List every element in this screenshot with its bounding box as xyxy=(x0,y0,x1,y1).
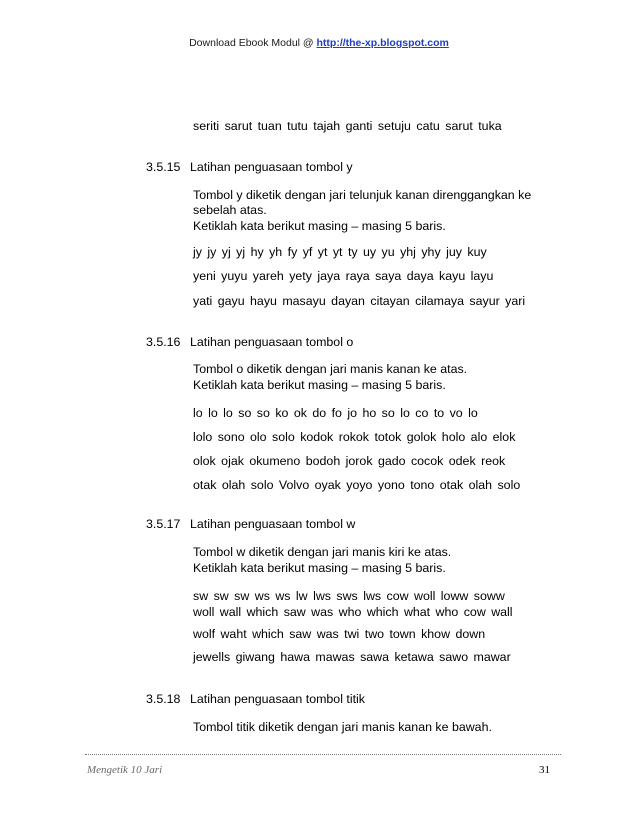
section-title: Latihan penguasaan tombol titik xyxy=(190,692,365,706)
section-description: sebelah atas. xyxy=(193,203,267,217)
practice-line: woll wall which saw was who which what who cow wall xyxy=(193,605,513,619)
practice-line: olok ojak okumeno bodoh jorok gado cocok odek reok xyxy=(193,454,506,468)
practice-line: otak olah solo Volvo oyak yoyo yono tono otak olah solo xyxy=(193,478,521,492)
section-description: Tombol titik diketik dengan jari manis kanan ke bawah. xyxy=(193,720,492,734)
practice-line: seriti sarut tuan tutu tajah ganti setuju catu sarut tuka xyxy=(193,119,502,133)
page-header xyxy=(0,37,638,49)
footer-title: Mengetik 10 Jari xyxy=(87,764,163,776)
section-number: 3.5.17 xyxy=(146,517,181,531)
header-prefix: Download Ebook Modul @ xyxy=(189,37,317,49)
practice-line: yeni yuyu yareh yety jaya raya saya daya kayu layu xyxy=(193,269,494,283)
page-number: 31 xyxy=(539,764,550,776)
practice-line: wolf waht which saw was twi two town khow down xyxy=(193,627,486,641)
section-description: Tombol y diketik dengan jari telunjuk kanan direnggangkan ke xyxy=(193,188,532,202)
section-title: Latihan penguasaan tombol w xyxy=(190,517,356,531)
section-description: Tombol o diketik dengan jari manis kanan ke atas. xyxy=(193,362,468,376)
section-number: 3.5.16 xyxy=(146,335,181,349)
practice-line: lo lo lo so so ko ok do fo jo ho so lo co to vo lo xyxy=(193,406,478,420)
header-link[interactable]: http://the-xp.blogspot.com xyxy=(316,37,449,49)
practice-line: jy jy yj yj hy yh fy yf yt yt ty uy yu yhj yhy juy kuy xyxy=(193,245,487,259)
footer-divider xyxy=(85,754,561,755)
practice-line: yati gayu hayu masayu dayan citayan cilamaya sayur yari xyxy=(193,294,526,308)
section-description: Ketiklah kata berikut masing – masing 5 baris. xyxy=(193,219,446,233)
section-description: Ketiklah kata berikut masing – masing 5 baris. xyxy=(193,561,446,575)
practice-line: lolo sono olo solo kodok rokok totok golok holo alo elok xyxy=(193,430,516,444)
practice-line: sw sw sw ws ws lw lws sws lws cow woll loww soww xyxy=(193,589,505,603)
section-number: 3.5.15 xyxy=(146,160,181,174)
section-title: Latihan penguasaan tombol y xyxy=(190,160,353,174)
section-description: Tombol w diketik dengan jari manis kiri ke atas. xyxy=(193,545,452,559)
section-title: Latihan penguasaan tombol o xyxy=(190,335,354,349)
section-number: 3.5.18 xyxy=(146,692,181,706)
section-description: Ketiklah kata berikut masing – masing 5 baris. xyxy=(193,378,446,392)
practice-line: jewells giwang hawa mawas sawa ketawa sawo mawar xyxy=(193,650,511,664)
